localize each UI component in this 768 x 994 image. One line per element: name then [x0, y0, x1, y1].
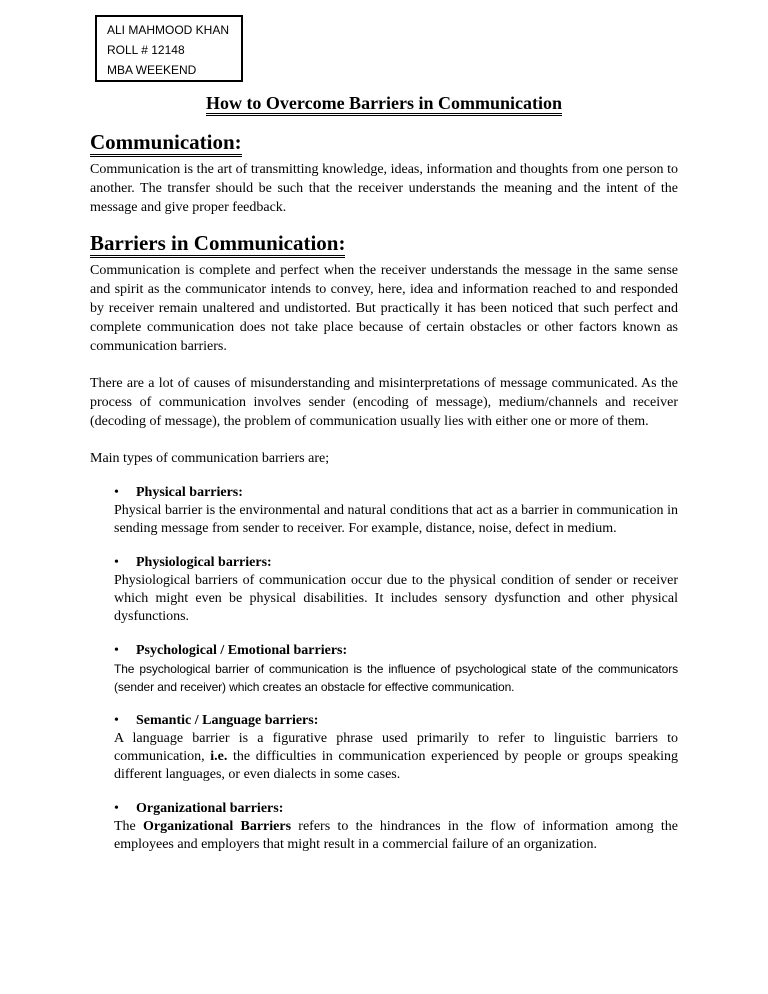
list-item	[90, 484, 678, 538]
author-info-box	[95, 15, 243, 82]
bullet-icon: •	[114, 643, 119, 658]
barrier-title: Organizational barriers:	[136, 801, 284, 816]
author-name: ALI MAHMOOD KHAN	[107, 23, 230, 37]
barrier-description: A language barrier is a figurative phrase used primarily to refer to linguistic barriers to communication, i.e. the difficulties in communication experienced by people or groups speaking different languages, or even dialects in some cases.	[114, 731, 678, 782]
bullet-icon: •	[114, 713, 119, 728]
barrier-types-list	[90, 484, 678, 854]
barrier-title: Psychological / Emotional barriers:	[136, 643, 348, 658]
bullet-icon: •	[114, 555, 119, 570]
communication-heading: Communication:	[90, 130, 678, 154]
program-name: MBA WEEKEND	[107, 63, 197, 77]
barrier-description: Physical barrier is the environmental and natural conditions that act as a barrier in communication in sending message from sender to receiver. For example, distance, noise, defect in medium.	[114, 503, 678, 536]
barrier-description: The psychological barrier of communication is the influence of psychological state of the communicators (sender and receiver) which creates an obstacle for effective communication.	[114, 662, 678, 694]
barriers-heading: Barriers in Communication:	[90, 231, 678, 255]
barriers-paragraph-1: Communication is complete and perfect when the receiver understands the message in the same sense and spirit as the communicator intends to convey, here, idea and information reached to and responded by receiver remain unaltered and undistorted. But practically it has been noticed that such perfect and complete communication does not take place because of certain obstacles or other factors known as communication barriers.	[90, 263, 678, 354]
barrier-title: Physical barriers:	[136, 485, 243, 500]
communication-definition: Communication is the art of transmitting knowledge, ideas, information and thoughts from one person to another. The transfer should be such that the receiver understands the meaning and the intent of the message and give proper feedback.	[90, 162, 678, 215]
roll-number: ROLL # 12148	[107, 43, 185, 57]
barrier-title: Semantic / Language barriers:	[136, 713, 319, 728]
list-item	[90, 800, 678, 854]
bullet-icon: •	[114, 485, 119, 500]
barrier-description: Physiological barriers of communication occur due to the physical condition of sender or receiver which might even be physical disabilities. It includes sensory dysfunction and other physical dysfunctions.	[114, 573, 678, 624]
barrier-description: The Organizational Barriers refers to the hindrances in the flow of information among the employees and employers that might result in a commercial failure of an organization.	[114, 819, 678, 852]
document-body	[90, 130, 678, 870]
organizational-barriers-emphasis: Organizational Barriers	[143, 819, 292, 834]
barrier-title: Physiological barriers:	[136, 555, 272, 570]
ie-emphasis: i.e.	[210, 749, 228, 764]
document-title-container	[0, 92, 768, 114]
list-item	[90, 554, 678, 626]
barrier-types-intro: Main types of communication barriers are;	[90, 451, 330, 466]
bullet-icon: •	[114, 801, 119, 816]
document-title: How to Overcome Barriers in Communication	[206, 93, 562, 116]
list-item	[90, 642, 678, 696]
barriers-paragraph-2: There are a lot of causes of misunderstanding and misinterpretations of message communicated. As the process of communication involves sender (encoding of message), medium/channels and receiver (decoding of message), the problem of communication usually lies with either one or more of them.	[90, 376, 678, 429]
list-item	[90, 712, 678, 784]
